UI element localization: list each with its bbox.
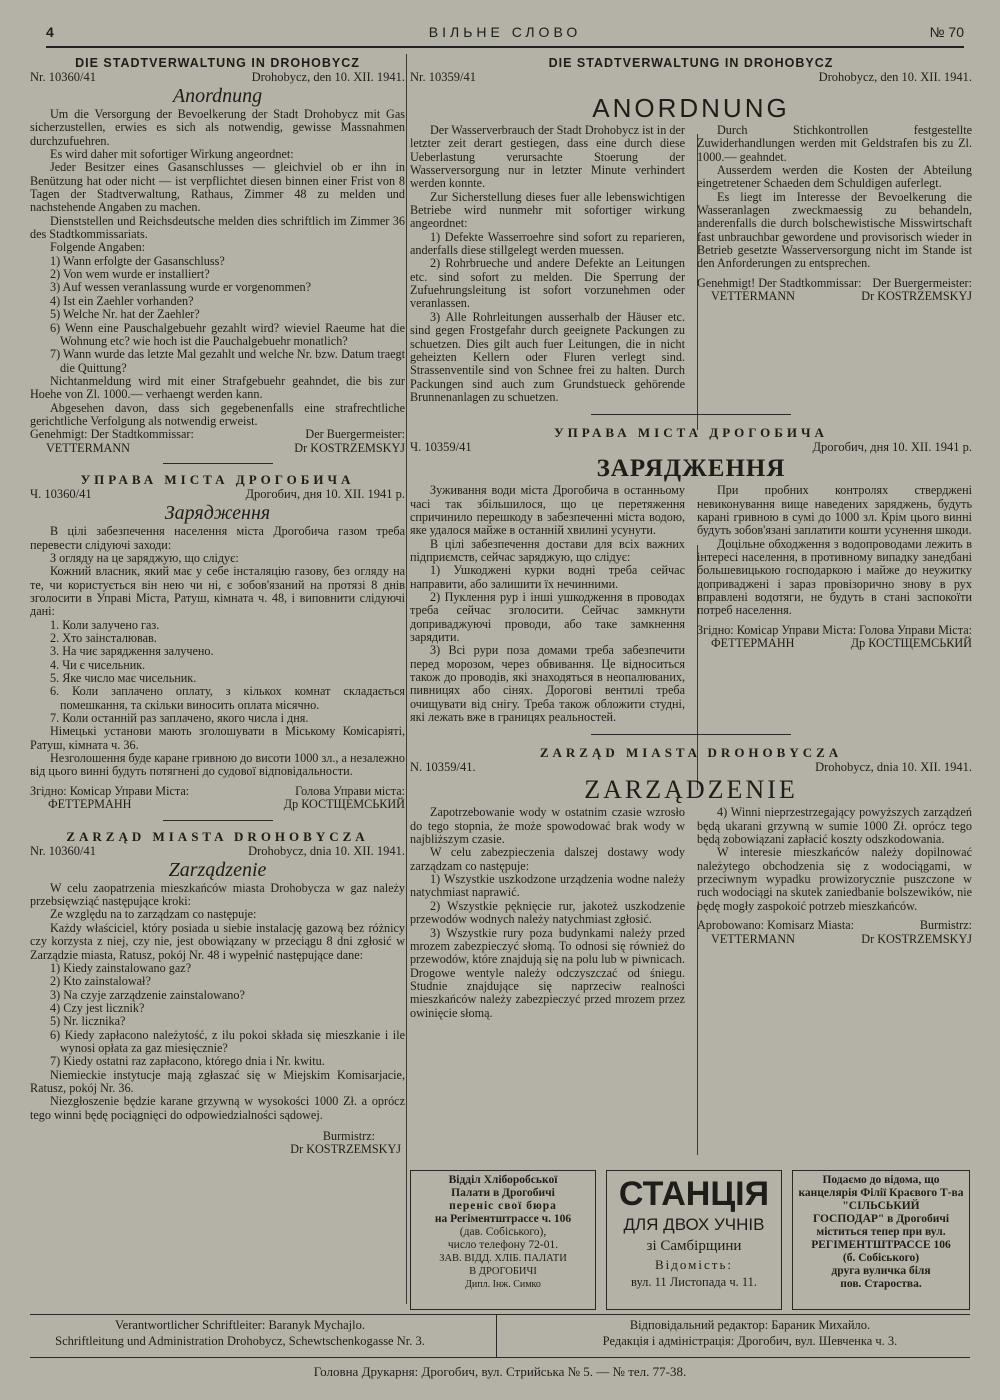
paragraph: 2) Wszystkie pęknięcie rur, jakoteż uszkodzenie przewodów wodnych należy natychmiast zgłosić. <box>410 898 685 927</box>
ad-line: пов. Староства. <box>840 1278 922 1290</box>
signature-label: Der Buergermeister: <box>305 427 405 442</box>
list-item: 6) Kiedy zapłacono należytość, z ilu pokoi składa się mieszkanie i ile wynosi opłata za gaz miesięcznie? <box>50 1027 405 1055</box>
paragraph: Abgesehen davon, dass sich gegebenenfalls eine strafrechtliche gerichtliche Verfolgung als notwendig erweist. <box>30 400 405 428</box>
newspaper-name: ВІЛЬНЕ СЛОВО <box>428 24 582 40</box>
imprint-line: Редакція і адміністрація: Дрогобич, вул. Шевченка ч. 3. <box>602 1334 898 1348</box>
place-date: Drohobycz, dnia 10. XII. 1941. <box>248 843 405 858</box>
signature-labels <box>30 428 405 442</box>
paragraph: Es wird daher mit sofortiger Wirkung angeordnet: <box>50 147 294 162</box>
imprint-footer <box>30 1314 970 1358</box>
list-item: 4) Czy jest licznik? <box>50 1000 145 1015</box>
text-column <box>410 484 685 724</box>
issue-number: № 70 <box>929 24 964 40</box>
authority-heading: DIE STADTVERWALTUNG IN DROHOBYCZ <box>548 56 834 70</box>
paragraph: 2) Пуклення рур і інші ушкодження в проводах треба сейчас зголосити. Сейчас замкнути доприваджуючі проводи, або таке замкнення зарядити. <box>410 589 685 644</box>
place-date: Дрогобич, дня 10. XII. 1941 р. <box>245 487 405 502</box>
reference-number: Ч. 10359/41 <box>410 440 472 455</box>
paragraph: 4) Winni nieprzestrzegający powyższych zarządzeń będą ukarani grzywną w sumie 1000 Zł. oprócz tego będą zobowiązani zapłacić koszty odszkodowania. <box>697 805 972 847</box>
ad-line: на Регіментштрассе ч. 106 <box>434 1213 572 1225</box>
ad-line: переніс свої бюра <box>449 1200 557 1212</box>
signatory-name: VETTERMANN <box>46 440 130 455</box>
section-divider <box>163 820 273 821</box>
signature-label: Згідно: Комісар Управи Міста: <box>30 783 190 798</box>
ad-line: канцелярія Філії Краєвого Т-ва "СІЛЬСЬКИЙ <box>798 1187 964 1212</box>
list-item: 6) Wenn eine Pauschalgebuehr gezahlt wird? wieviel Raeume hat die Wohnung etc? wie hoch ist die Pauchalgebuehr monatlich? <box>50 320 405 348</box>
list-item: 3. На чиє зарядження залучено. <box>50 644 214 659</box>
signature-names <box>697 637 972 651</box>
list-item: 5. Яке число має чисельник. <box>50 671 197 686</box>
paragraph: 3) Alle Rohrleitungen ausserhalb der Häuser etc. sind gegen Frostgefahr durch geeignete Packungen zu schuetzen. Dies gilt auch fuer Leitungen, die in nicht geheizten Kellern oder Fluren verlegt sind. Strassenventile sind von Schnee frei zu halten. Durch Packungen sind auch zum Grundstueck gehörende Brunnenanlagen zu schuetzen. <box>410 309 685 404</box>
advertisement-row <box>410 1170 970 1312</box>
list-item: 5) Welche Nr. hat der Zaehler? <box>50 307 200 322</box>
paragraph: Um die Versorgung der Bevoelkerung der Stadt Drohobycz mit Gas sicherzustellen, erwies es sich als notwendig, gewisse Massnahmen durchzufuehren. <box>30 107 405 148</box>
notice-title: Зарядження <box>164 502 271 525</box>
footer-divider <box>496 1315 497 1357</box>
notice-body <box>30 882 405 1122</box>
section-divider <box>163 463 273 464</box>
page-number: 4 <box>46 24 54 40</box>
signatory-name: Dr KOSTRZEMSKYJ <box>290 1142 401 1157</box>
question-list <box>30 255 405 375</box>
section-divider <box>591 414 791 415</box>
paragraph: Zur Sicherstellung dieses fuer alle lebenswichtigen Betriebe wird nunmehr mit sofortiger wirkung angeordnet: <box>410 189 685 231</box>
signature-names <box>697 290 972 304</box>
notice-title: ANORDNUNG <box>592 93 790 123</box>
signatory-name: Др КОСТЩЕМСЬКИЙ <box>283 797 405 812</box>
notice-meta <box>30 70 405 84</box>
notice-body <box>410 484 972 724</box>
paragraph: 2) Rohrbrueche und andere Defekte an Leitungen etc. sind sofort zu melden. Die Sperrung der Zufuehrungsleitung ist sofort vorzunehmen oder veranlassen. <box>410 256 685 311</box>
list-item: 2. Хто заінсталював. <box>50 631 157 645</box>
authority-heading: ZARZĄD MIASTA DROHOBYCZA <box>539 745 843 761</box>
authority-heading: ZARZĄD MIASTA DROHOBYCZA <box>66 828 369 844</box>
list-item: 1) Wann erfolgte der Gasanschluss? <box>50 253 225 268</box>
list-item: 4) Ist ein Zaehler vorhanden? <box>50 293 194 308</box>
uk-water-notice <box>410 425 972 724</box>
paragraph: В цілі забезпечення населення міста Дрогобича газом треба перевести слідуючі заходи: <box>30 524 405 552</box>
signatory-name: VETTERMANN <box>711 289 795 304</box>
paragraph: Ze względu na to zarządzam co następuje: <box>50 907 257 922</box>
ad-line: Відділ Хліборобської <box>448 1174 558 1186</box>
notice-title: ZARZĄDZENIE <box>584 775 798 805</box>
paragraph: W interesie mieszkańców należy dopilnować należytego obchodzenia się z wodociągami, w przeciwnym wypadku prowizorycznie puszczone w ruch wodociągi na skutek zaniedbanie bolszewików, nie będę mogły zaspokoić potrzeb mieszkańców. <box>697 845 972 913</box>
paragraph: 3) Wszystkie rury poza budynkami należy przed mrozem zabezpieczyć słomą. To odnosi się również do przewodów, które znajdują się na polu lub w piwnicach. Drogowe wentyle należy odczyszczać od śniegu. Studnie znajdujące się naprzeciw realności mieszkańców należy zabezpieczyć przed mrozem przez owinięcie słomą. <box>410 925 685 1020</box>
signature-names <box>30 798 405 812</box>
advertisement-farmer-society <box>792 1170 970 1310</box>
imprint-line: Schriftleitung und Administration Drohobycz, Schewtschenkogasse Nr. 3. <box>55 1334 425 1348</box>
advertisement-lodging <box>606 1170 782 1310</box>
paragraph: Niemieckie instytucje mają zgłaszać się w Miejskim Komisarjacie, Ratusz, pokój Nr. 36. <box>30 1067 405 1095</box>
ad-line: друга вуличка біля <box>831 1265 931 1277</box>
ad-line: (дав. Собіського), <box>459 1226 547 1238</box>
imprint-line: Відповідальний редактор: Бараник Михайло. <box>629 1318 871 1332</box>
reference-number: Nr. 10359/41 <box>410 70 476 84</box>
signature-label: Burmistrz: <box>919 918 972 933</box>
paragraph: Każdy właściciel, który posiada u siebie instalację gazową bez różnicy czy korzysta z niej, czy nie, jest obowiązany w przeciągu 8 dni zgłosić w Zarządzie miasta, Ratusz, pokój Nr. 48 i wypełnić następujące dane: <box>30 920 405 962</box>
signature-label: Genehmigt: Der Stadtkommissar: <box>30 427 194 442</box>
list-item: 3) Auf wessen veranlassung wurde er vorgenommen? <box>50 280 312 295</box>
authority-heading: УПРАВА МІСТА ДРОГОБИЧА <box>80 472 355 488</box>
paragraph: Durch Stichkontrollen festgestellte Zuwiderhandlungen werden mit Geldstrafen bis zu Zl. 1000.— geahndet. <box>697 123 972 164</box>
paragraph: З огляду на це заряджую, що слідує: <box>50 550 239 565</box>
paragraph: Nichtanmeldung wird mit einer Strafgebuehr geahndet, die bis zur Hoehe von Zl. 1000.— verhaengt werden kann. <box>30 373 405 402</box>
paragraph: Niezgłoszenie będzie karane grzywną w wysokości 1000 Zł. a oprócz tego winni będę pociągnięci do odpowiedzialności sądowej. <box>30 1094 405 1122</box>
ad-line: вул. 11 Листопада ч. 11. <box>630 1275 758 1289</box>
paragraph: Німецькі установи мають зголошувати в Міському Комісаріяті, Ратуш, кімната ч. 36. <box>30 724 405 752</box>
text-column <box>697 484 972 724</box>
signatory-name: ФЕТТЕРМАНН <box>711 636 795 651</box>
paragraph: 1) Defekte Wasserroehre sind sofort zu reparieren, anderfalls diese stillgelegt werden muessen. <box>410 229 685 258</box>
list-item: 4. Чи є чисельник. <box>50 657 146 672</box>
advertisement-agricultural-chamber <box>410 1170 596 1310</box>
de-gas-notice <box>30 56 405 455</box>
notice-meta <box>410 70 972 84</box>
pl-gas-notice <box>30 829 405 1157</box>
right-column <box>410 56 972 1306</box>
reference-number: Ч. 10360/41 <box>30 487 92 502</box>
uk-gas-notice <box>30 472 405 812</box>
signature-labels <box>697 624 972 638</box>
notice-meta <box>410 760 972 774</box>
paragraph: Ausserdem werden die Kosten der Abteilung eingetretener Schaeden dem Schuldigen auferlegt. <box>697 163 972 191</box>
paragraph: 1) Wszystkie uszkodzone urządzenia wodne należy natychmiast naprawić. <box>410 872 685 900</box>
reference-number: Nr. 10360/41 <box>30 843 96 858</box>
ad-line: Дипл. Інж. Симко <box>465 1279 541 1290</box>
pl-water-notice <box>410 745 972 1020</box>
signatory-name: ФЕТТЕРМАНН <box>48 797 132 812</box>
paragraph: 1) Ушкоджені курки водні треба сейчас направити, або залишити їх нечинними. <box>410 563 685 591</box>
signature-labels <box>697 277 972 291</box>
text-column <box>410 806 685 1020</box>
list-item: 7) Kiedy ostatni raz zapłacono, którego dnia i Nr. kwitu. <box>50 1054 325 1069</box>
signature-label: Голова Управи міста: <box>295 783 405 798</box>
list-item: 7) Wann wurde das letzte Mal gezahlt und welche Nr. bzw. Datum traegt die Quittung? <box>50 347 405 375</box>
notice-meta <box>30 844 405 858</box>
imprint-german <box>30 1317 450 1349</box>
notice-meta <box>30 487 405 501</box>
notice-body <box>410 806 972 1020</box>
ad-line: ГОСПОДАР" в Дрогобичі <box>812 1213 950 1225</box>
place-date: Drohobycz, den 10. XII. 1941. <box>251 70 405 84</box>
list-item: 2) Von wem wurde er installiert? <box>50 267 210 282</box>
column-divider <box>406 54 407 1304</box>
list-item: 1) Kiedy zainstalowano gaz? <box>50 960 192 975</box>
text-column <box>697 806 972 1020</box>
signature-label: Burmistrz: <box>322 1128 375 1143</box>
ad-line: Подаємо до відома, що <box>822 1174 940 1186</box>
question-list <box>30 962 405 1069</box>
printer-line: Головна Друкарня: Дрогобич, вул. Стрийська № 5. — № тел. 77-38. <box>313 1364 687 1379</box>
notice-meta <box>410 440 972 454</box>
notice-title: Anordnung <box>172 85 263 107</box>
signature-label: Genehmigt! Der Stadtkommissar: <box>697 275 862 290</box>
signature-label: Згідно: Комісар Управи Міста: <box>697 622 857 637</box>
list-item: 5) Nr. licznika? <box>50 1014 126 1029</box>
notice-body <box>30 108 405 428</box>
signature-label: Aprobowano: Komisarz Miasta: <box>697 918 855 933</box>
paragraph: W celu zabezpieczenia dalszej dostawy wody zarządzam co następuje: <box>410 845 685 873</box>
paragraph: Dienststellen und Reichsdeutsche melden dies schriftlich im Zimmer 36 des Stadtkommissariats. <box>30 213 405 242</box>
place-date: Drohobycz, dnia 10. XII. 1941. <box>815 760 972 775</box>
signatory-name: VETTERMANN <box>711 931 795 946</box>
list-item: 7. Коли останній раз заплачено, якого числа і дня. <box>50 711 309 726</box>
imprint-line: Verantwortlicher Schriftleiter: Baranyk Mychajlo. <box>115 1318 365 1332</box>
signatory-name: Dr KOSTRZEMSKYJ <box>861 931 972 946</box>
paragraph: 3) Всі рури поза домами треба забезпечити перед морозом, через обвивання. Це відноситься також до проводів, які знаходяться в неопалюваних, пивницях або сінях. Дорогові вентилі треба очищувати від снігу. Треба також обложити студні, які лежать вже в границях реальностей. <box>410 643 685 725</box>
place-date: Drohobycz, den 10. XII. 1941. <box>818 70 972 84</box>
paragraph: Es liegt im Interesse der Bevoelkerung die Wasseranlagen zweckmaessig zu behandeln, anderenfalls die durch bolschewistische Misswirtschaft fast unbrauchbar gewordene und provisorisch wieder in Betrieb gesetzte Wasserversorgung nicht im Stande ist den Anforderungen zu entsprechen. <box>697 189 972 271</box>
signature-labels <box>30 785 405 799</box>
ad-line: Відомість: <box>655 1257 733 1272</box>
signatory-name: Dr KOSTRZEMSKYJ <box>294 440 405 455</box>
text-column <box>697 124 972 404</box>
paragraph: В цілі забезпечення достави для всіх важних підприємств, сейчас заряджую, що слідує: <box>410 536 685 564</box>
de-water-notice <box>410 56 972 404</box>
notice-body <box>30 525 405 779</box>
paragraph: Der Wasserverbrauch der Stadt Drohobycz ist in der letzter zeit derart gestiegen, dass eine durch diese Ueberlastung verursachte Stoerung der Wasserversorgung nur in letzter Minute verhindert werden konnte. <box>410 123 685 191</box>
question-list <box>30 619 405 726</box>
notice-title: ЗАРЯДЖЕННЯ <box>596 455 786 483</box>
authority-heading: DIE STADTVERWALTUNG IN DROHOBYCZ <box>75 56 360 70</box>
ad-line: В ДРОГОБИЧІ <box>469 1266 537 1277</box>
paragraph: Jeder Besitzer eines Gasanschlusses — gleichviel ob er ihn in Benützung hat oder nicht — ist verpflichtet diesen binnen einer Frist von 8 Tagen der Stadtverwaltung, Rathaus, Zimmer 48 zu melden und nachstehende Angaben zu machen. <box>30 160 405 215</box>
ad-line: (б. Собіського) <box>842 1252 920 1264</box>
signature-labels <box>697 919 972 933</box>
paragraph: W celu zaopatrzenia mieszkańców miasta Drohobycza w gaz należy przebsięwziąć następujące kroki: <box>30 880 405 909</box>
paragraph: Зуживання води міста Дрогобича в останньому часі так збільшилося, що це перетяження спричинило перешкоду в забезпеченні міста водою, яке удалося майже в останній хвилині усунути. <box>410 483 685 538</box>
paragraph: При пробних контролях стверджені невиконування вище наведених заряджень, будуть карані гривною в сумі до 1000 зл. Крім цього винні будуть зобов'язані заплатити кошти усунення шкоди. <box>697 483 972 538</box>
notice-title: Zarządzenie <box>168 858 267 881</box>
ad-subtitle: ДЛЯ ДВОХ УЧНІВ <box>623 1215 765 1234</box>
signatory-name: Др КОСТЩЕМСЬКИЙ <box>850 636 972 651</box>
signature-label: Der Buergermeister: <box>872 275 972 290</box>
paragraph: Незголошення буде каране гривною до висоти 1000 зл., а незалежно від цього винні будуть потягнені до судової відповідальности. <box>30 751 405 779</box>
signature-label: Голова Управи Міста: <box>859 622 972 637</box>
list-item: 3) Na czyje zarządzenie zainstalowano? <box>50 987 245 1002</box>
paragraph: Доцільне обходження з водопроводами лежить в інтересі населення, в противному випадку занедбані большевицькою господаркою і майже до неужитку доприваджені і зараз провізорично знову в рух вправлені водотяги, не будуть в стані заспокоїти потреб населення. <box>697 536 972 618</box>
authority-heading: УПРАВА МІСТА ДРОГОБИЧА <box>554 425 828 441</box>
ad-line: Палати в Дрогобичі <box>451 1187 555 1199</box>
text-column <box>410 124 685 404</box>
notice-body <box>410 124 972 404</box>
page-header <box>46 24 964 48</box>
reference-number: Nr. 10360/41 <box>30 70 96 84</box>
list-item: 2) Kto zainstalował? <box>50 974 151 989</box>
list-item: 1. Коли залучено газ. <box>50 617 160 632</box>
reference-number: N. 10359/41. <box>410 760 476 775</box>
ad-title: СТАНЦІЯ <box>618 1175 770 1213</box>
signature-names <box>30 442 405 456</box>
ad-line: РЕГІМЕНТШТРАССЕ 106 <box>811 1239 951 1251</box>
signatory-name: Dr KOSTRZEMSKYJ <box>861 289 972 304</box>
signature-names <box>697 933 972 947</box>
section-divider <box>591 734 791 735</box>
left-column <box>30 56 405 1306</box>
ad-line: число телефону 72-01. <box>447 1239 559 1251</box>
ad-line: зі Самбірщини <box>646 1238 742 1254</box>
paragraph: Folgende Angaben: <box>50 240 146 255</box>
paragraph: Zapotrzebowanie wody w ostatnim czasie wzrosło do tego stopnia, że może spowodować brak wody w najbliższym czasie. <box>410 805 685 847</box>
imprint-ukrainian <box>530 1317 970 1349</box>
paragraph: Кожний власник, який має у себе інсталяцію газову, без огляду на те, чи користується він нею чи ні, є зобов'язаний на протязі 8 днів зголосити в Управі Міста, Ратуш, кімната ч. 48, і виповнити слідуючі дані: <box>30 564 405 619</box>
ad-line: ЗАВ. ВІДД. ХЛІБ. ПАЛАТИ <box>439 1253 567 1264</box>
place-date: Дрогобич, дня 10. XII. 1941 р. <box>812 440 972 455</box>
list-item: 6. Коли заплачено оплату, з кількох комнат складається помешкання, та скільки виносить оплата місячно. <box>50 684 405 712</box>
ad-line: міститься тепер при вул. <box>816 1226 946 1238</box>
